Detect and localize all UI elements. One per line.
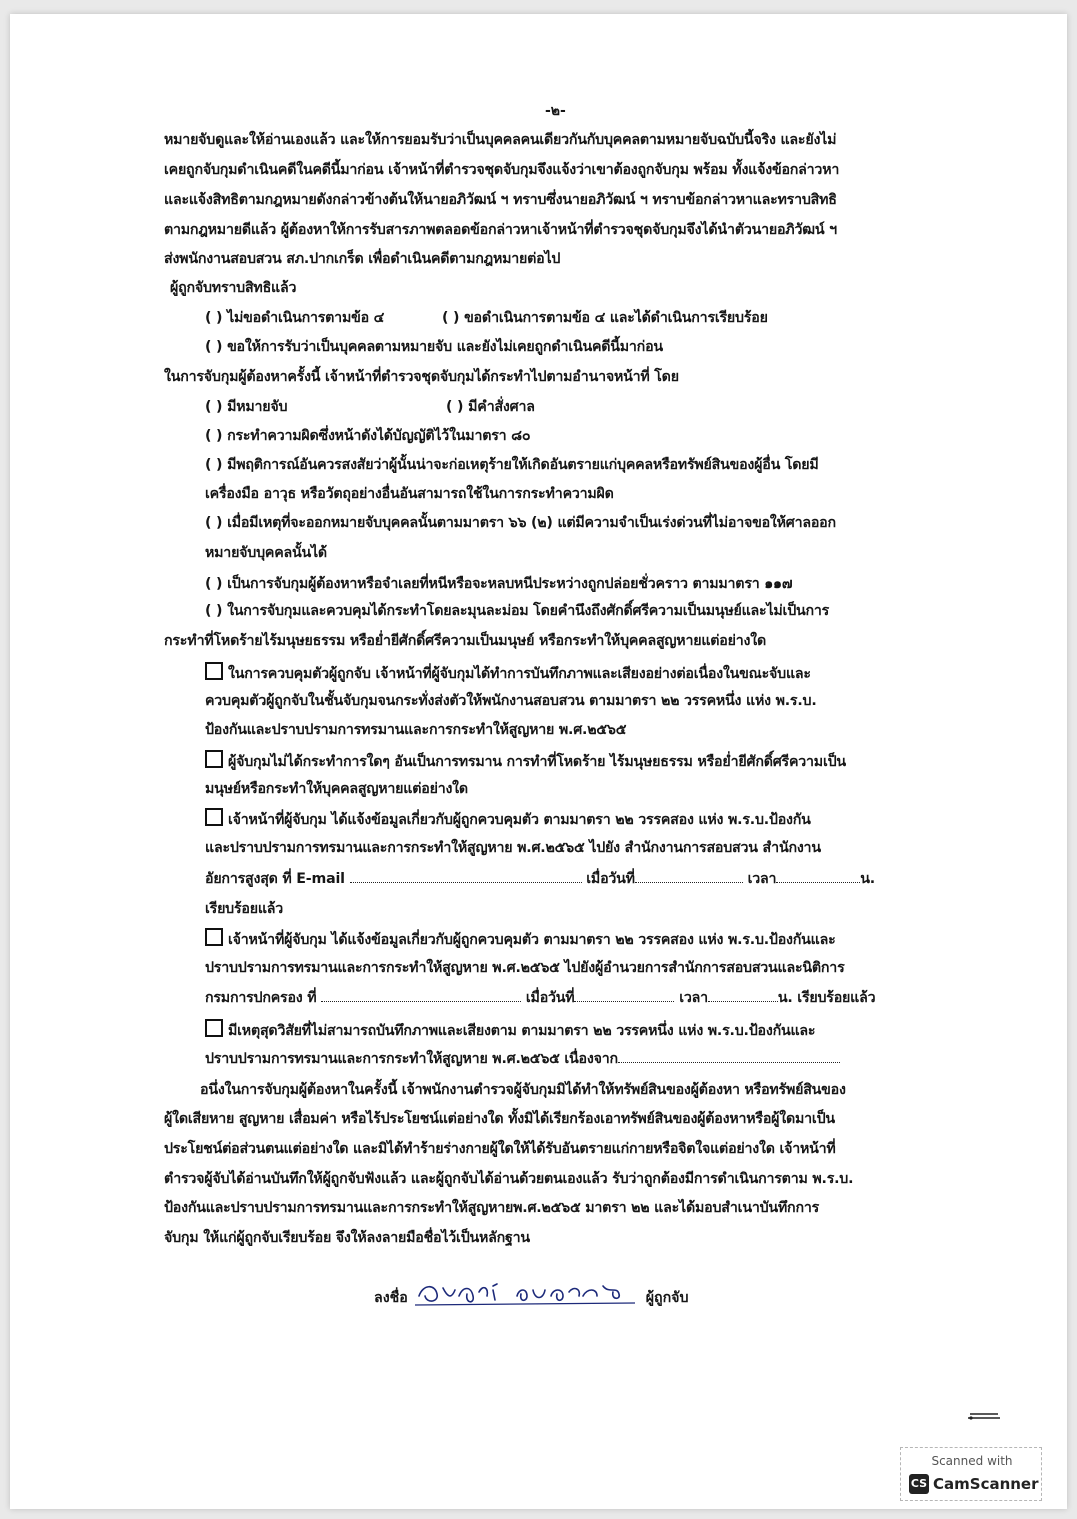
option-label: กระทำความผิดซึ่งหน้าดังได้บัญญัติไว้ในมาตรา ๘๐ <box>227 428 531 444</box>
email-label: อัยการสูงสุด ที่ E-mail <box>205 871 345 887</box>
option-dignity-line-2: กระทำที่โหดร้ายไร้มนุษยธรรม หรือย่ำยีศักดิ์ศรีความเป็นมนุษย์ หรือกระทำให้บุคคลสูญหายแต่อย่างใด <box>164 633 766 649</box>
checkbox-notify-attorney-general[interactable] <box>205 808 223 826</box>
option-proceed <box>442 308 768 328</box>
dopa-contact-blank[interactable] <box>321 989 521 1002</box>
option-no-proceed <box>205 308 384 328</box>
date-label: เมื่อวันที่ <box>525 990 575 1006</box>
option-paren: ( ) <box>446 399 464 415</box>
watermark-brand: CamScanner <box>933 1475 1039 1493</box>
check-notify-ag-line-3 <box>205 869 875 889</box>
date-blank[interactable] <box>635 870 743 883</box>
check-record-line-3: ป้องกันและปราบปรามการทรมานและการกระทำให้สูญหาย พ.ศ.๒๕๖๕ <box>205 722 627 738</box>
check-unable-line-1 <box>205 1019 815 1041</box>
checkbox-unable-to-record[interactable] <box>205 1019 223 1037</box>
check-unable-line-2 <box>205 1049 840 1069</box>
handwritten-signature <box>413 1282 641 1306</box>
option-paren: ( ) <box>442 310 460 326</box>
check-label: ปราบปรามการทรมานและการกระทำให้สูญหาย พ.ศ.๒๕๖๕ เนื่องจาก <box>205 1051 618 1067</box>
dopa-label: กรมการปกครอง ที่ <box>205 990 317 1006</box>
body-line-1: หมายจับดูและให้อ่านเองแล้ว และให้การยอมรับว่าเป็นบุคคลคนเดียวกันกับบุคคลตามหมายจับฉบับนี้จริง และยังไม่ <box>164 132 837 148</box>
option-flagrant-offence <box>205 426 530 446</box>
check-notify-dopa-line-1 <box>205 928 836 950</box>
check-label: เจ้าหน้าที่ผู้จับกุม ได้แจ้งข้อมูลเกี่ยวกับผู้ถูกควบคุมตัว ตามมาตรา ๒๒ วรรคสอง แห่ง พ.ร.บ.ป้องกันและ <box>228 932 836 948</box>
option-suspicious-line-2: เครื่องมือ อาวุธ หรือวัตถุอย่างอื่นอันสามารถใช้ในการกระทำความผิด <box>205 486 614 502</box>
signature-row <box>374 1282 689 1309</box>
body-line-4: ตามกฎหมายดีแล้ว ผู้ต้องหาให้การรับสารภาพตลอดข้อกล่าวหาเจ้าหน้าที่ตำรวจชุดจับกุมจึงได้นำตัวนายอภิวัฒน์ ฯ <box>164 222 837 238</box>
body-line-5: ส่งพนักงานสอบสวน สภ.ปากเกร็ด เพื่อดำเนินคดีตามกฎหมายต่อไป <box>164 251 561 267</box>
checkbox-notify-dopa[interactable] <box>205 928 223 946</box>
signature-scribble-icon <box>413 1282 641 1308</box>
option-label: เมื่อมีเหตุที่จะออกหมายจับบุคคลนั้นตามมาตรา ๖๖ (๒) แต่มีความจำเป็นเร่งด่วนที่ไม่อาจขอให้ศาลออก <box>227 515 836 531</box>
option-paren: ( ) <box>205 515 223 531</box>
option-paren: ( ) <box>205 603 223 619</box>
authority-heading: ในการจับกุมผู้ต้องหาครั้งนี้ เจ้าหน้าที่ตำรวจชุดจับกุมได้กระทำไปตามอำนาจหน้าที่ โดย <box>164 369 679 385</box>
option-paren: ( ) <box>205 576 223 592</box>
page-number: -๒- <box>545 103 566 119</box>
page-mark-icon <box>968 1412 1000 1420</box>
option-paren: ( ) <box>205 457 223 473</box>
option-court-order <box>446 397 535 417</box>
camscanner-logo-icon: CS <box>909 1474 929 1494</box>
option-paren: ( ) <box>205 339 223 355</box>
body-line-3: และแจ้งสิทธิตามกฎหมายดังกล่าวข้างต้นให้นายอภิวัฒน์ ฯ ทราบซึ่งนายอภิวัฒน์ ฯ ทราบข้อกล่าวหาและทราบสิทธิ <box>164 192 837 208</box>
document-page <box>10 14 1067 1509</box>
option-paren: ( ) <box>205 399 223 415</box>
closing-line-4: ตำรวจผู้จับได้อ่านบันทึกให้ผู้ถูกจับฟังแล้ว และผู้ถูกจับได้อ่านด้วยตนเองแล้ว รับว่าถูกต้องมีการดำเนินการตาม พ.ร.บ. <box>164 1171 854 1187</box>
option-dignity-line-1 <box>205 601 829 621</box>
check-record-line-2: ควบคุมตัวผู้ถูกจับในชั้นจับกุมจนกระทั่งส่งตัวให้พนักงานสอบสวน ตามมาตรา ๒๒ วรรคหนึ่ง แห่ง พ.ร.บ. <box>205 693 817 709</box>
closing-line-1: อนึ่งในการจับกุมผู้ต้องหาในครั้งนี้ เจ้าพนักงานตำรวจผู้จับกุมมิได้ทำให้ทรัพย์สินของผู้ต้องหา หรือทรัพย์สินของ <box>200 1082 846 1098</box>
check-record-line-1 <box>205 662 811 684</box>
option-label: ขอดำเนินการตามข้อ ๔ และได้ดำเนินการเรียบร้อย <box>464 310 768 326</box>
check-no-torture-line-1 <box>205 750 846 772</box>
hour-done: น. เรียบร้อยแล้ว <box>777 990 876 1006</box>
date-blank[interactable] <box>574 989 674 1002</box>
check-notify-dopa-line-2: ปราบปรามการทรมานและการกระทำให้สูญหาย พ.ศ.๒๕๖๕ ไปยังผู้อำนวยการสำนักการสอบสวนและนิติการ <box>205 960 845 976</box>
checkbox-no-torture[interactable] <box>205 750 223 768</box>
option-label: เป็นการจับกุมผู้ต้องหาหรือจำเลยที่หนีหรือจะหลบหนีประหว่างถูกปล่อยชั่วคราว ตามมาตรา ๑๑๗ <box>227 576 793 592</box>
option-label: ในการจับกุมและควบคุมได้กระทำโดยละมุนละม่อม โดยคำนึงถึงศักดิ์ศรีความเป็นมนุษย์และไม่เป็นการ <box>227 603 830 619</box>
closing-line-5: ป้องกันและปราบปรามการทรมานและการกระทำให้สูญหายพ.ศ.๒๕๖๕ มาตรา ๒๒ และได้มอบสำเนาบันทึกการ <box>164 1200 820 1216</box>
option-label: มีหมายจับ <box>227 399 288 415</box>
option-label: ไม่ขอดำเนินการตามข้อ ๔ <box>227 310 385 326</box>
email-blank[interactable] <box>350 870 582 883</box>
option-urgent-line-1 <box>205 513 836 533</box>
watermark-caption: Scanned with <box>931 1454 1013 1468</box>
check-label: เจ้าหน้าที่ผู้จับกุม ได้แจ้งข้อมูลเกี่ยวกับผู้ถูกควบคุมตัว ตามมาตรา ๒๒ วรรคสอง แห่ง พ.ร.บ.ป้องกัน <box>228 812 811 828</box>
closing-line-6: จับกุม ให้แก่ผู้ถูกจับเรียบร้อย จึงให้ลงลายมือชื่อไว้เป็นหลักฐาน <box>164 1230 530 1246</box>
camscanner-watermark <box>900 1447 1042 1501</box>
time-blank[interactable] <box>708 989 778 1002</box>
check-notify-ag-line-1 <box>205 808 811 830</box>
signer-role: ผู้ถูกจับ <box>645 1290 689 1306</box>
check-label: ในการควบคุมตัวผู้ถูกจับ เจ้าหน้าที่ผู้จับกุมได้ทำการบันทึกภาพและเสียงอย่างต่อเนื่องในขณะจับและ <box>228 666 811 682</box>
option-accept-identity <box>205 337 663 357</box>
check-label: ผู้จับกุมไม่ได้กระทำการใดๆ อันเป็นการทรมาน การทำที่โหดร้าย ไร้มนุษยธรรม หรือย่ำยีศักดิ์ศรีความเป็น <box>228 754 846 770</box>
check-notify-ag-line-2: และปราบปรามการทรมานและการกระทำให้สูญหาย พ.ศ.๒๕๖๕ ไปยัง สำนักงานการสอบสวน สำนักงาน <box>205 840 821 856</box>
check-no-torture-line-2: มนุษย์หรือกระทำให้บุคคลสูญหายแต่อย่างใด <box>205 781 468 797</box>
closing-line-3: ประโยชน์ต่อส่วนตนแต่อย่างใด และมิได้ทำร้ายร่างกายผู้ใดให้ได้รับอันตรายแก่กายหรือจิตใจแต่อย่างใด เจ้าหน้าที่ <box>164 1141 836 1157</box>
time-label: เวลา <box>747 871 777 887</box>
time-blank[interactable] <box>776 870 860 883</box>
option-warrant <box>205 397 287 417</box>
option-label: มีคำสั่งศาล <box>468 399 535 415</box>
check-label: มีเหตุสุดวิสัยที่ไม่สามารถบันทึกภาพและเสียงตาม ตามมาตรา ๒๒ วรรคหนึ่ง แห่ง พ.ร.บ.ป้องกันและ <box>228 1023 816 1039</box>
rights-heading: ผู้ถูกจับทราบสิทธิแล้ว <box>170 280 297 296</box>
reason-blank[interactable] <box>618 1050 840 1063</box>
option-paren: ( ) <box>205 310 223 326</box>
date-label: เมื่อวันที่ <box>586 871 635 887</box>
time-label: เวลา <box>679 990 708 1006</box>
sign-label: ลงชื่อ <box>374 1290 408 1306</box>
option-paren: ( ) <box>205 428 223 444</box>
check-notify-dopa-line-3 <box>205 988 875 1008</box>
checkbox-record[interactable] <box>205 662 223 680</box>
option-bail-escape <box>205 574 792 594</box>
closing-line-2: ผู้ใดเสียหาย สูญหาย เสื่อมค่า หรือไร้ประโยชน์แต่อย่างใด ทั้งมิได้เรียกร้องเอาทรัพย์สินของผู้ต้องหาหรือผู้ใดมาเป็น <box>164 1111 835 1127</box>
body-line-2: เคยถูกจับกุมดำเนินคดีในคดีนี้มาก่อน เจ้าหน้าที่ตำรวจชุดจับกุมจึงแจ้งว่าเขาต้องถูกจับกุม พร้อม ทั้งแจ้งข้อกล่าวหา <box>164 162 840 178</box>
option-urgent-line-2: หมายจับบุคคลนั้นได้ <box>205 545 327 561</box>
hour-suffix: น. <box>860 871 875 887</box>
check-notify-ag-done: เรียบร้อยแล้ว <box>205 901 284 917</box>
option-suspicious-line-1 <box>205 455 819 475</box>
option-label: มีพฤติการณ์อันควรสงสัยว่าผู้นั้นน่าจะก่อเหตุร้ายให้เกิดอันตรายแก่บุคคลหรือทรัพย์สินของผู้อื่น โดยมี <box>227 457 819 473</box>
option-label: ขอให้การรับว่าเป็นบุคคลตามหมายจับ และยังไม่เคยถูกดำเนินคดีนี้มาก่อน <box>227 339 663 355</box>
